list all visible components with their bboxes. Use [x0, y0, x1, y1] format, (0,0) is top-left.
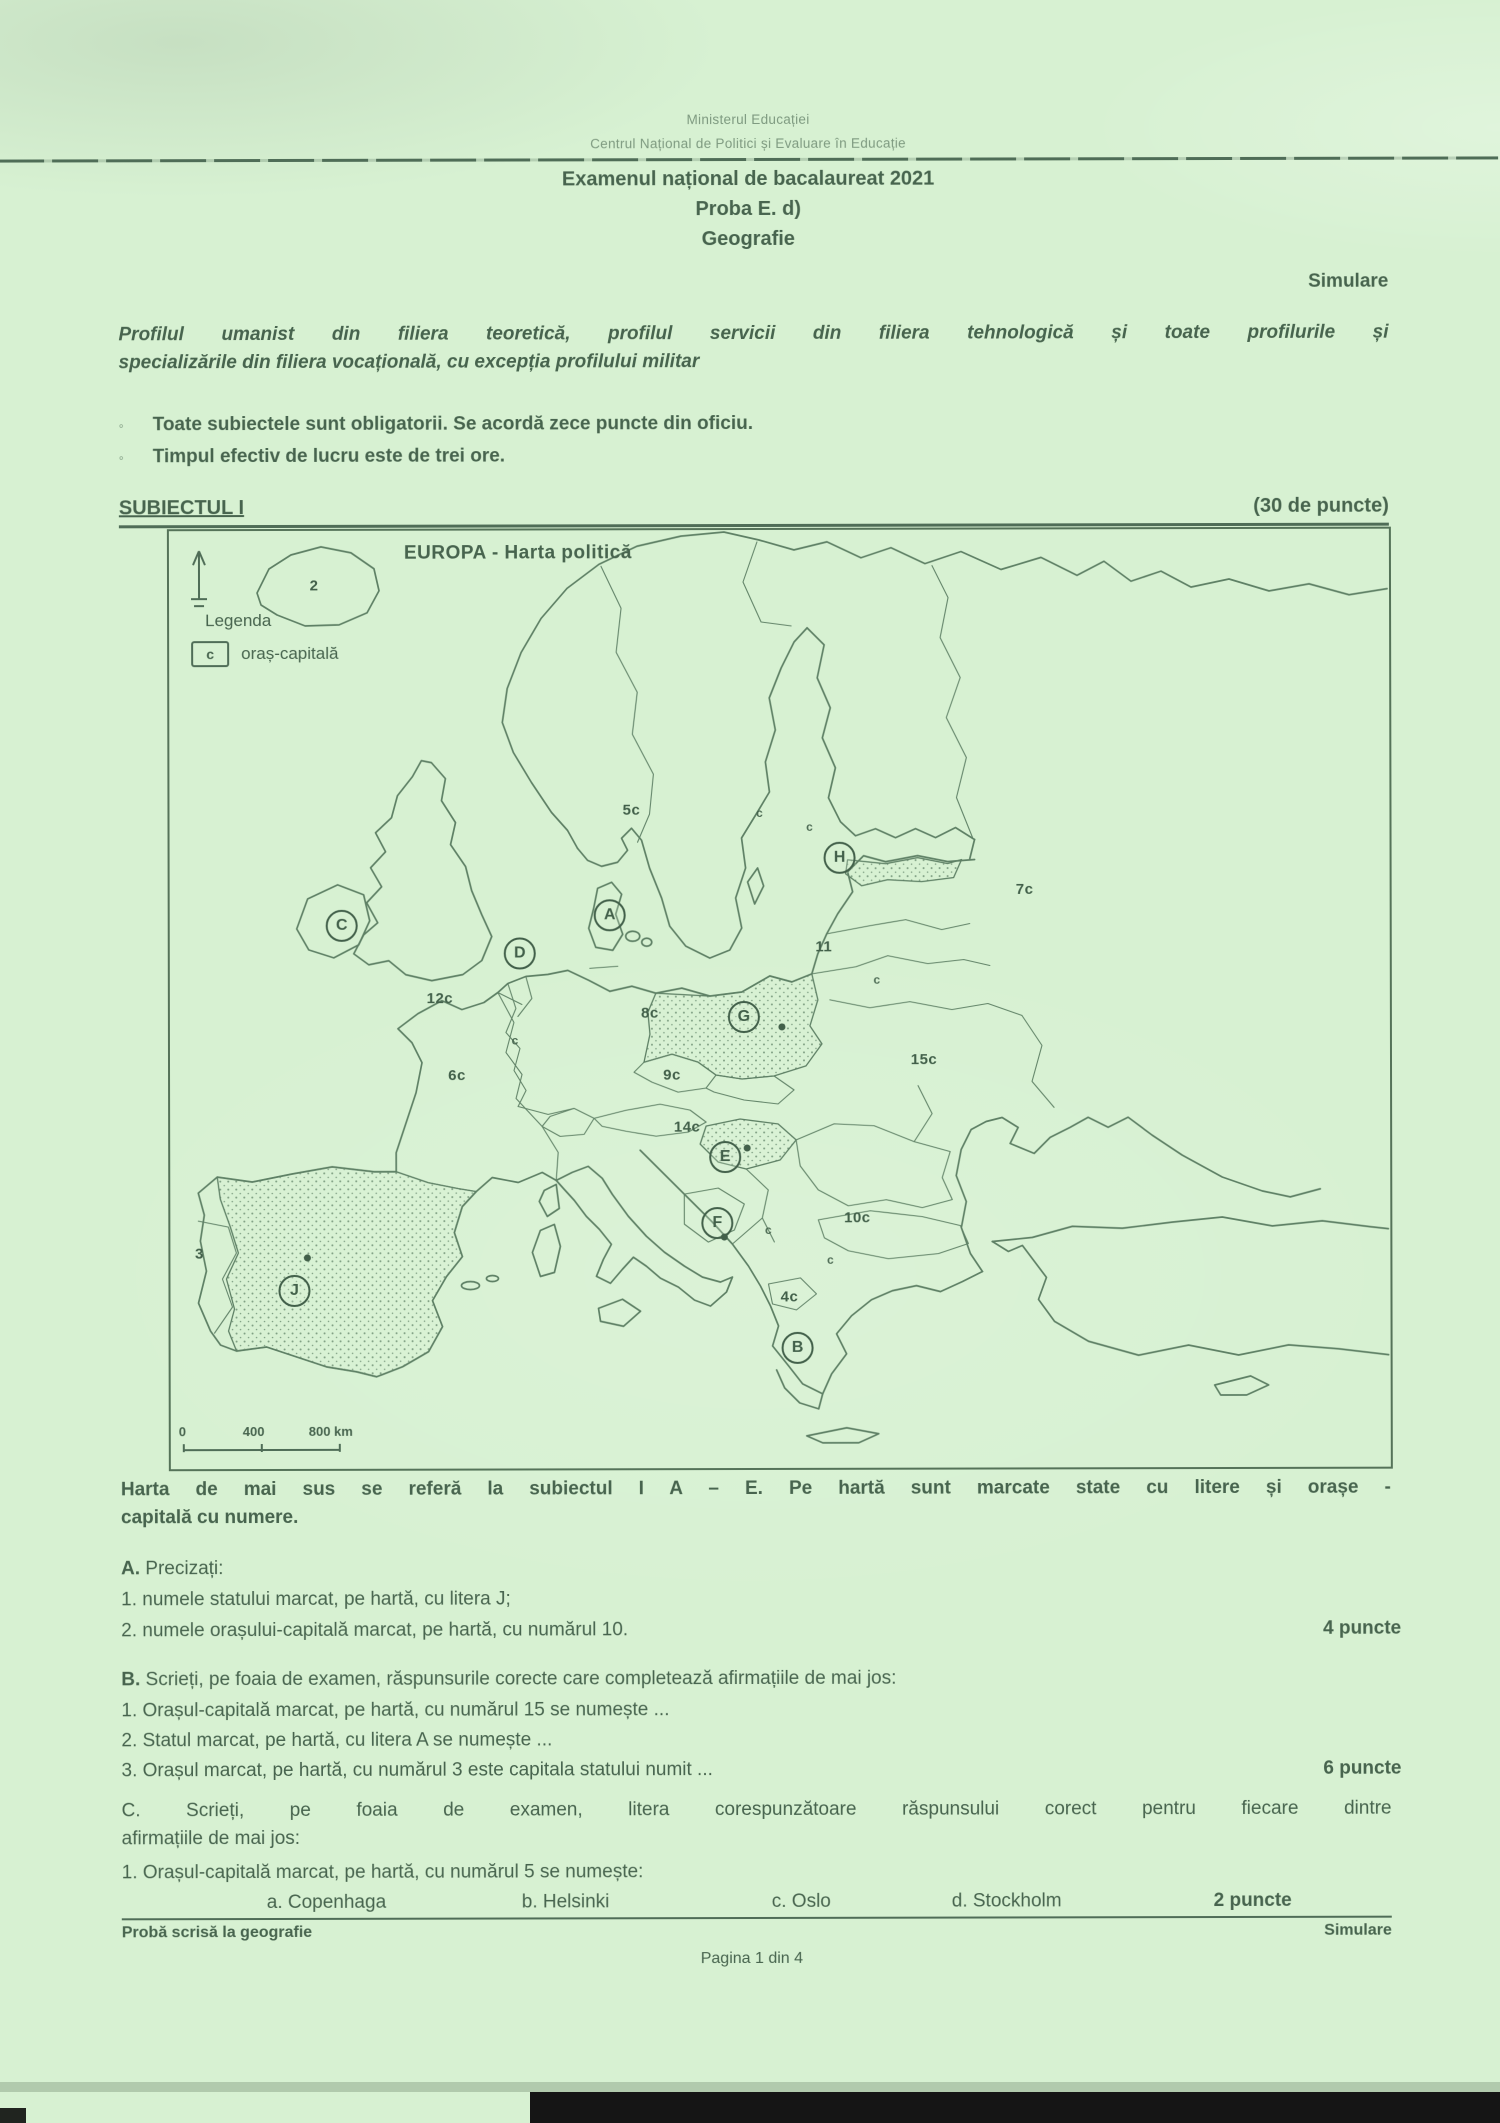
map-letter-B: B: [782, 1332, 814, 1364]
scan-black-bar: [530, 2092, 1500, 2123]
map-caption-line2: capitală cu numere.: [120, 1506, 299, 1529]
exam-title: Examenul național de bacalaureat 2021: [561, 167, 935, 191]
option-b: b. Helsinki: [521, 1891, 610, 1913]
section-b-heading: B. Scrieți, pe foaia de examen, răspunsurile corecte care completează afirmațiile de mai jos:: [121, 1667, 897, 1691]
capital-dot: [721, 1234, 728, 1241]
scan-corner-mark: [0, 2108, 26, 2123]
capital-dot: [778, 1023, 785, 1030]
option-c: c. Oslo: [771, 1890, 831, 1912]
capital-dot: [744, 1144, 751, 1151]
scale-label-800: 800 km: [308, 1423, 353, 1439]
profile-note-line1: Profilul umanist din filiera teoretică, profilul servicii din filiera tehnologică și toate profilurile și: [118, 321, 1389, 346]
section-c-item-1: 1. Orașul-capitală marcat, pe hartă, cu numărul 5 se numește:: [121, 1861, 644, 1884]
section-c-heading-line2: afirmațiile de mai jos:: [121, 1827, 301, 1850]
section-a-points: 4 puncte: [1323, 1617, 1402, 1639]
bullet-item: ◦ Toate subiectele sunt obligatorii. Se acordă zece puncte din oficiu.: [118, 412, 754, 436]
map-letter-F: F: [701, 1207, 733, 1239]
footer-left: Probă scrisă la geografie: [121, 1923, 313, 1942]
legend-title: Legenda: [205, 611, 272, 631]
map-markers-layer: [169, 529, 1391, 1470]
bullet-icon: ◦: [118, 449, 124, 466]
map-letter-A: A: [594, 899, 626, 931]
section-c-options-row: [122, 1890, 1392, 1919]
section-a-item-2: 2. numele orașului-capitală marcat, pe hartă, cu numărul 10.: [121, 1619, 629, 1642]
subiect-points: (30 de puncte): [1253, 494, 1389, 517]
capital-c-mark: c: [511, 1033, 519, 1048]
capital-dot: [304, 1254, 311, 1261]
header-ministry: Ministerul Educației: [686, 111, 810, 128]
simulare-badge: Simulare: [1308, 270, 1389, 292]
section-c-points: 2 puncte: [1213, 1889, 1292, 1912]
capital-c-mark: c: [764, 1222, 772, 1237]
capital-c-mark: c: [806, 819, 813, 834]
map-number-5c: 5c: [622, 801, 641, 819]
bullet-item: ◦ Timpul efectiv de lucru este de trei ore.: [118, 445, 506, 468]
map-number-8c: 8c: [641, 1004, 659, 1022]
scale-label-400: 400: [242, 1424, 265, 1440]
map-number-9c: 9c: [663, 1066, 681, 1084]
map-letter-J: J: [278, 1275, 310, 1307]
map-number-3: 3: [194, 1245, 204, 1263]
profile-note-line2: specializările din filiera vocațională, cu excepția profilului militar: [118, 351, 700, 374]
map-number-10c: 10c: [844, 1209, 871, 1227]
section-b-item-1: 1. Orașul-capitală marcat, pe hartă, cu numărul 15 se numește ...: [121, 1699, 670, 1722]
subiect-title: SUBIECTUL I: [118, 497, 245, 520]
map-letter-G: G: [728, 1001, 760, 1033]
map-number-12c: 12c: [426, 990, 454, 1008]
map-number-6c: 6c: [448, 1067, 466, 1085]
subject-line: Geografie: [701, 227, 795, 251]
map-letter-D: D: [504, 937, 536, 969]
bullet-icon: ◦: [118, 417, 124, 434]
proba-line: Proba E. d): [695, 197, 802, 221]
scan-gray-strip: [0, 2082, 1500, 2092]
option-d: d. Stockholm: [951, 1890, 1062, 1912]
legend-capital-label: oraș-capitală: [241, 643, 339, 664]
capital-c-mark: c: [873, 972, 881, 987]
option-a: a. Copenhaga: [266, 1891, 387, 1914]
map-title: EUROPA - Harta politică: [403, 542, 632, 564]
section-a-item-1: 1. numele statului marcat, pe hartă, cu litera J;: [121, 1588, 511, 1611]
map-number-2: 2: [309, 577, 319, 595]
section-b-item-3: 3. Orașul marcat, pe hartă, cu numărul 3 este capitala statului numit ...: [121, 1759, 713, 1782]
section-b-points: 6 puncte: [1323, 1757, 1402, 1779]
map-caption-line1: Harta de mai sus se referă la subiectul I A – E. Pe hartă sunt marcate state cu litere și orașe -: [120, 1476, 1391, 1501]
header-divider: [0, 156, 1498, 162]
capital-c-mark: c: [827, 1252, 834, 1267]
section-c-heading-line1: C. Scrieți, pe foaia de examen, litera corespunzătoare răspunsului corect pentru fiecare dintre: [121, 1797, 1392, 1822]
map-letter-C: C: [326, 910, 358, 942]
scale-label-0: 0: [178, 1424, 187, 1440]
map-number-4c: 4c: [780, 1288, 799, 1306]
footer-page-number: Pagina 1 din 4: [700, 1949, 804, 1968]
map-number-7c: 7c: [1015, 880, 1034, 898]
map-number-14c: 14c: [673, 1118, 701, 1136]
legend-capital-symbol: c: [191, 641, 229, 667]
map-letter-H: H: [824, 842, 856, 874]
map-letter-E: E: [709, 1141, 741, 1173]
europe-political-map: [167, 527, 1393, 1472]
section-b-item-2: 2. Statul marcat, pe hartă, cu litera A se numește ...: [121, 1729, 553, 1752]
map-number-11: 11: [815, 938, 833, 956]
footer-right: Simulare: [1324, 1921, 1392, 1939]
capital-c-mark: c: [756, 805, 763, 820]
map-number-15c: 15c: [910, 1051, 938, 1069]
section-a-heading: A. Precizați:: [121, 1558, 224, 1580]
header-center: Centrul Național de Politici și Evaluare în Educație: [590, 135, 906, 152]
